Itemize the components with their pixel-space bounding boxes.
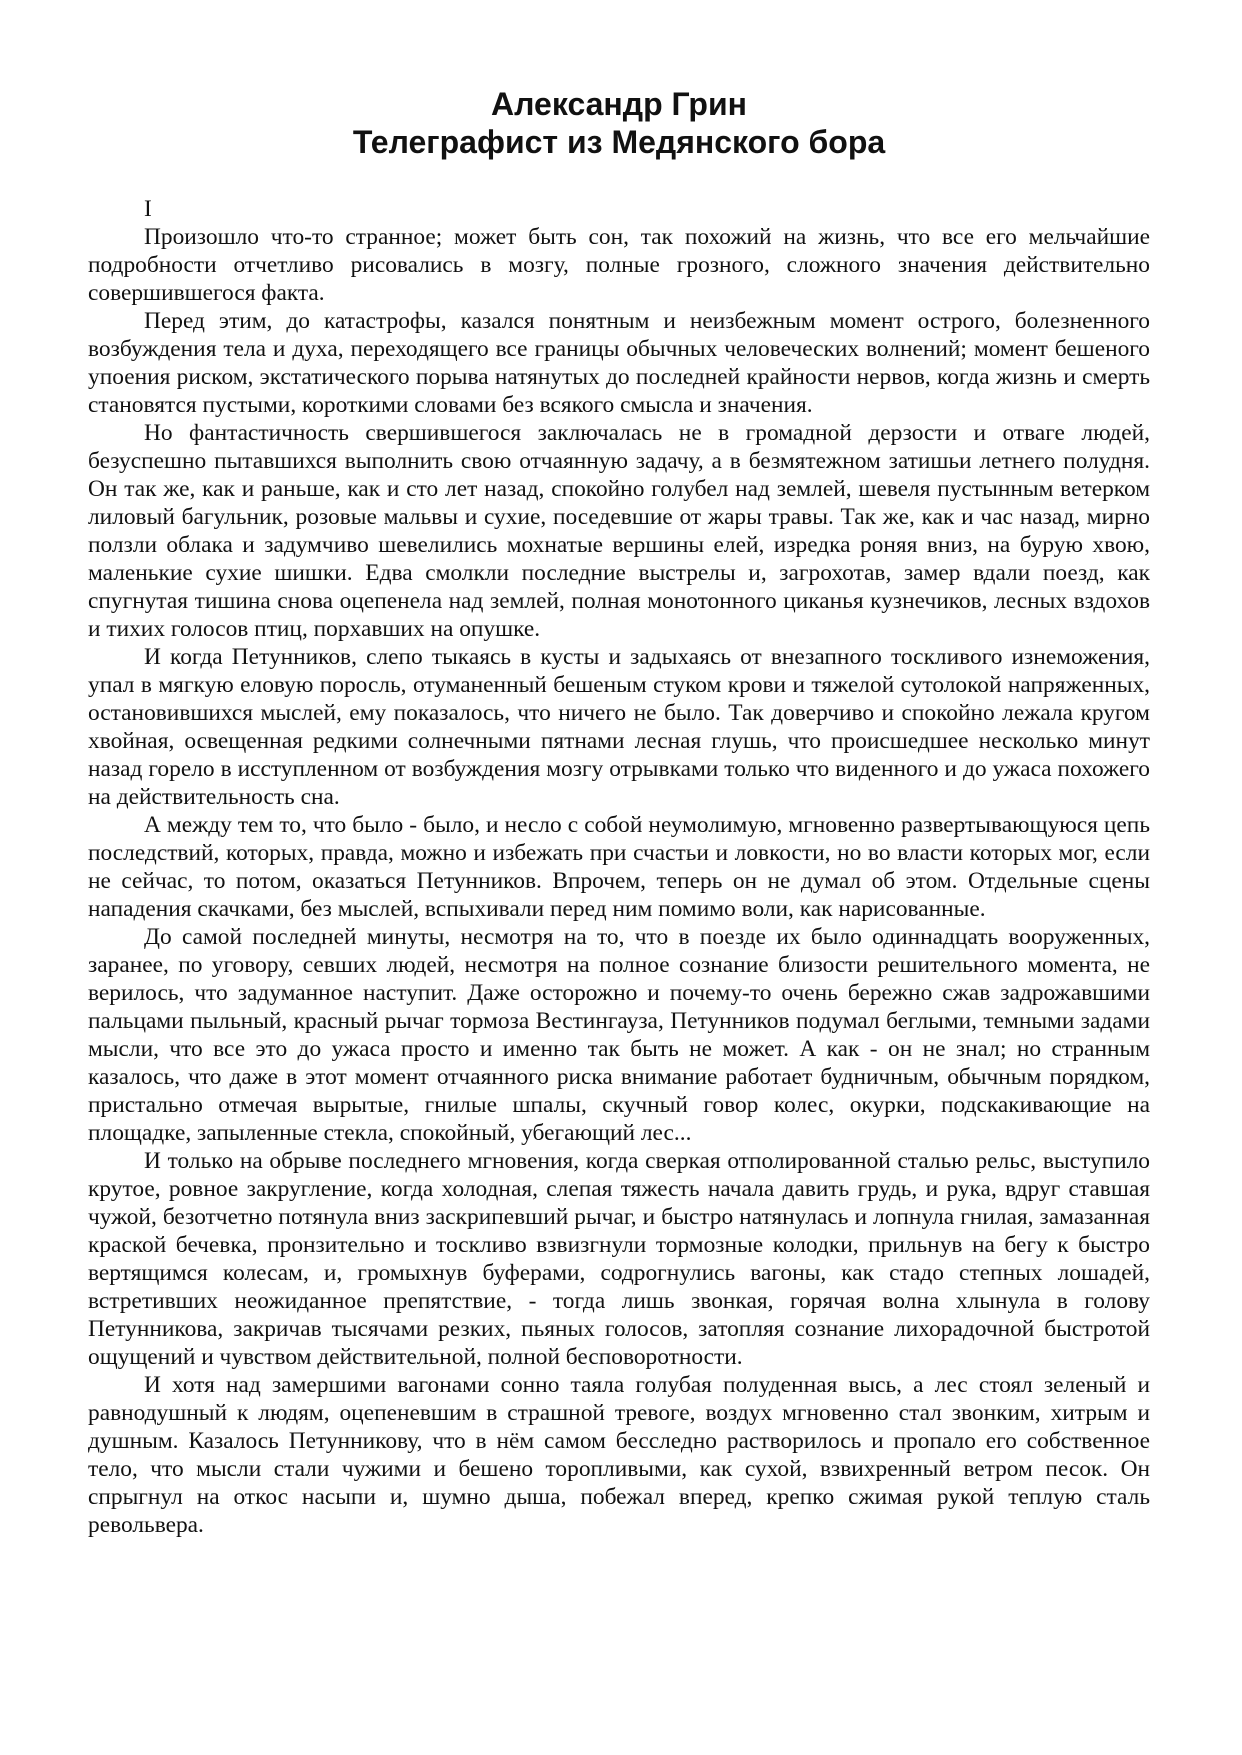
paragraph: Но фантастичность свершившегося заключалась не в громадной дерзости и отваге людей, безуспешно пытавшихся выполнить свою отчаянную задачу, а в безмятежном затишьи летнего полудня. Он так же, как и раньше, как и сто лет назад, спокойно голубел над землей, шевеля пустынным ветерком лиловый багульник, розовые мальвы и сухие, поседевшие от жары травы. Так же, как и час назад, мирно ползли облака и задумчиво шевелились мохнатые вершины елей, изредка роняя вниз, на бурую хвою, маленькие сухие шишки. Едва смолкли последние выстрелы и, загрохотав, замер вдали поезд, как спугнутая тишина снова оцепенела над землей, полная монотонного циканья кузнечиков, лесных вздохов и тихих голосов птиц, порхавших на опушке. <box>88 420 1150 642</box>
paragraph: Произошло что-то странное; может быть сон, так похожий на жизнь, что все его мельчайшие подробности отчетливо рисовались в мозгу, полные грозного, сложного значения действительно совершившегося факта. <box>88 224 1150 306</box>
paragraph: И только на обрыве последнего мгновения, когда сверкая отполированной сталью рельс, выступило крутое, ровное закругление, когда холодная, слепая тяжесть начала давить грудь, и рука, вдруг ставшая чужой, безотчетно потянула вниз заскрипевший рычаг, и быстро натянулась и лопнула гнилая, замазанная краской бечевка, пронзительно и тоскливо взвизгнули тормозные колодки, прильнув на бегу к быстро вертящимся колесам, и, громыхнув буферами, содрогнулись вагоны, как стадо степных лошадей, встретивших неожиданное препятствие, - тогда лишь звонкая, горячая волна хлынула в голову Петунникова, закричав тысячами резких, пьяных голосов, затопляя сознание лихорадочной быстротой ощущений и чувством действительной, полной бесповоротности. <box>88 1148 1150 1370</box>
chapter-number: I <box>144 196 152 222</box>
paragraph: А между тем то, что было - было, и несло с собой неумолимую, мгновенно развертывающуюся цепь последствий, которых, правда, можно и избежать при счастьи и ловкости, но во власти которых мог, если не сейчас, то потом, оказаться Петунников. Впрочем, теперь он не думал об этом. Отдельные сцены нападения скачками, без мыслей, вспыхивали перед ним помимо воли, как нарисованные. <box>88 812 1150 922</box>
paragraph: И когда Петунников, слепо тыкаясь в кусты и задыхаясь от внезапного тоскливого изнеможения, упал в мягкую еловую поросль, отуманенный бешеным стуком крови и тяжелой сутолокой напряженных, остановившихся мыслей, ему показалось, что ничего не было. Так доверчиво и спокойно лежала кругом хвойная, освещенная редкими солнечными пятнами лесная глушь, что происшедшее несколько минут назад горело в исступленном от возбуждения мозгу отрывками только что виденного и до ужаса похожего на действительность сна. <box>88 644 1150 810</box>
paragraph: И хотя над замершими вагонами сонно таяла голубая полуденная высь, а лес стоял зеленый и равнодушный к людям, оцепеневшим в страшной тревоге, воздух мгновенно стал звонким, хитрым и душным. Казалось Петунникову, что в нём самом бесследно растворилось и пропало его собственное тело, что мысли стали чужими и бешено торопливыми, как сухой, взвихренный ветром песок. Он спрыгнул на откос насыпи и, шумно дыша, побежал вперед, крепко сжимая рукой теплую сталь револьвера. <box>88 1372 1150 1538</box>
paragraph: До самой последней минуты, несмотря на то, что в поезде их было одиннадцать вооруженных, заранее, по уговору, севших людей, несмотря на полное сознание близости решительного момента, не верилось, что задуманное наступит. Даже осторожно и почему-то очень бережно сжав задрожавшими пальцами пыльный, красный рычаг тормоза Вестингауза, Петунников подумал беглыми, темными задами мысли, что все это до ужаса просто и именно так быть не может. А как - он не знал; но странным казалось, что даже в этот момент отчаянного риска внимание работает будничным, обычным порядком, пристально отмечая вырытые, гнилые шпалы, скучный говор колес, окурки, подскакивающие на площадке, запыленные стекла, спокойный, убегающий лес... <box>88 924 1150 1146</box>
title-block <box>88 85 1150 161</box>
paragraph: Перед этим, до катастрофы, казался понятным и неизбежным момент острого, болезненного возбуждения тела и духа, переходящего все границы обычных человеческих волнений; момент бешеного упоения риском, экстатического порыва натянутых до последней крайности нервов, когда жизнь и смерть становятся пустыми, короткими словами без всякого смысла и значения. <box>88 308 1150 418</box>
book-title: Телеграфист из Медянского бора <box>352 124 886 160</box>
body-text <box>88 195 1150 1539</box>
author-name: Александр Грин <box>491 86 747 122</box>
